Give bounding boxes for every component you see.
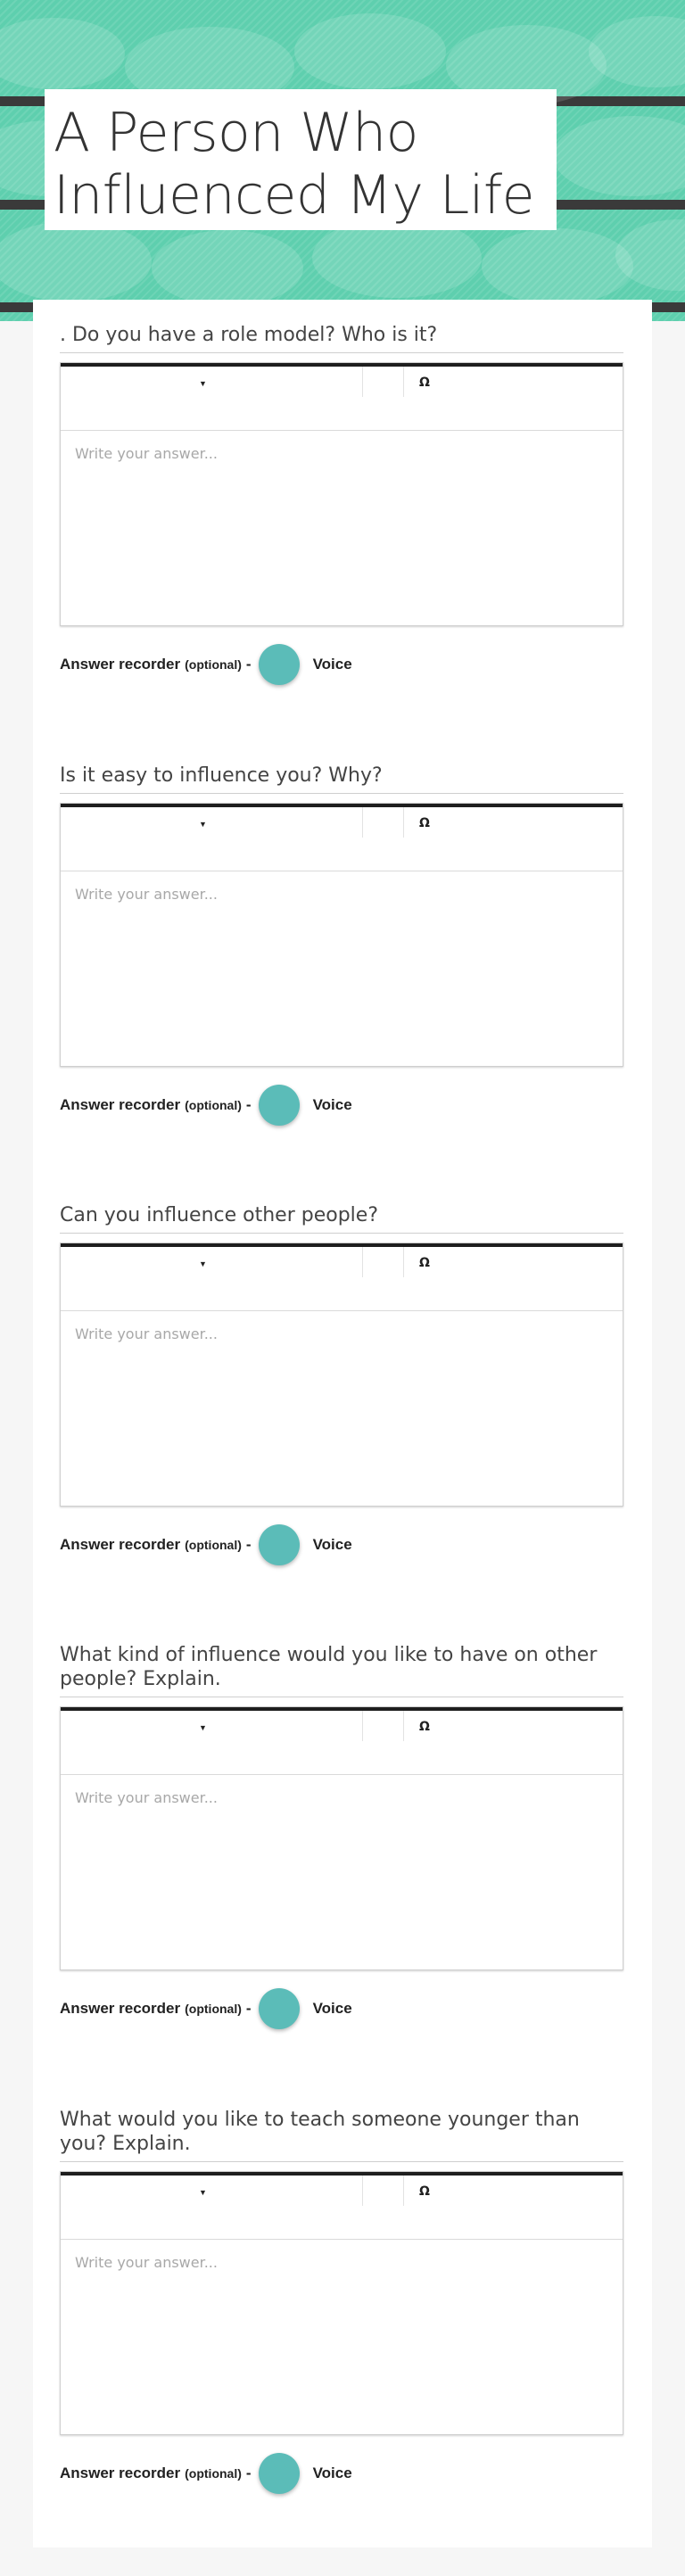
- special-character-icon[interactable]: Ω: [419, 816, 430, 830]
- answer-input[interactable]: [61, 1775, 623, 1969]
- answer-input[interactable]: [61, 1311, 623, 1506]
- record-voice-button[interactable]: [259, 1524, 300, 1565]
- record-voice-button[interactable]: [259, 2453, 300, 2494]
- editor-toolbar: [61, 1243, 623, 1311]
- question-text: . Do you have a role model? Who is it?: [60, 323, 623, 353]
- recorder-dash: -: [245, 2465, 252, 2481]
- toolbar-divider: [362, 2176, 363, 2206]
- special-character-icon[interactable]: Ω: [419, 376, 430, 390]
- editor-toolbar: [61, 2172, 623, 2240]
- toolbar-divider: [362, 367, 363, 397]
- question-text: What kind of influence would you like to have on other people? Explain.: [60, 1643, 623, 1697]
- worksheet-card: [33, 300, 652, 2547]
- recorder-dash: -: [245, 656, 252, 673]
- question-block: [60, 323, 623, 687]
- recorder-label: Answer recorder: [60, 1096, 181, 1113]
- question-text: Is it easy to influence you? Why?: [60, 764, 623, 794]
- page-title: A Person Who Influenced My Life: [54, 102, 535, 227]
- recorder-label: Answer recorder: [60, 2000, 181, 2017]
- recorder-label: Answer recorder: [60, 2465, 181, 2481]
- answer-input[interactable]: [61, 431, 623, 625]
- recorder-optional: (optional): [185, 1098, 242, 1112]
- answer-input[interactable]: [61, 2240, 623, 2434]
- recorder-dash: -: [245, 1536, 252, 1553]
- toolbar-divider: [403, 367, 404, 397]
- record-voice-button[interactable]: [259, 644, 300, 685]
- voice-label: Voice: [312, 1536, 352, 1553]
- answer-editor: [60, 803, 623, 1067]
- special-character-icon[interactable]: Ω: [419, 2184, 430, 2199]
- voice-label: Voice: [312, 2465, 352, 2481]
- question-block: [60, 764, 623, 1127]
- recorder-optional: (optional): [185, 2466, 242, 2481]
- question-block: [60, 1643, 623, 2031]
- question-block: [60, 1203, 623, 1567]
- toolbar-divider: [362, 1711, 363, 1741]
- recorder-optional: (optional): [185, 1538, 242, 1552]
- toolbar-divider: [362, 807, 363, 838]
- answer-recorder: [60, 642, 623, 687]
- answer-editor: [60, 2171, 623, 2435]
- recorder-dash: -: [245, 2000, 252, 2017]
- question-text: Can you influence other people?: [60, 1203, 623, 1234]
- format-dropdown-caret-icon[interactable]: ▼: [199, 1259, 207, 1268]
- special-character-icon[interactable]: Ω: [419, 1256, 430, 1270]
- voice-label: Voice: [312, 2000, 352, 2017]
- recorder-label: Answer recorder: [60, 656, 181, 673]
- recorder-optional: (optional): [185, 657, 242, 672]
- record-voice-button[interactable]: [259, 1085, 300, 1126]
- title-box: [45, 89, 557, 230]
- editor-toolbar: [61, 804, 623, 871]
- toolbar-divider: [403, 1711, 404, 1741]
- toolbar-divider: [362, 1247, 363, 1277]
- format-dropdown-caret-icon[interactable]: ▼: [199, 1723, 207, 1732]
- question-text: What would you like to teach someone younger than you? Explain.: [60, 2108, 623, 2162]
- toolbar-divider: [403, 807, 404, 838]
- recorder-dash: -: [245, 1096, 252, 1113]
- voice-label: Voice: [312, 656, 352, 673]
- format-dropdown-caret-icon[interactable]: ▼: [199, 379, 207, 388]
- special-character-icon[interactable]: Ω: [419, 1720, 430, 1734]
- toolbar-divider: [403, 1247, 404, 1277]
- answer-recorder: [60, 1986, 623, 2031]
- header-banner: [0, 0, 685, 321]
- question-block: [60, 2108, 623, 2496]
- answer-recorder: [60, 2451, 623, 2496]
- recorder-label: Answer recorder: [60, 1536, 181, 1553]
- toolbar-divider: [403, 2176, 404, 2206]
- cloud-pattern: [0, 9, 685, 62]
- answer-recorder: [60, 1083, 623, 1127]
- format-dropdown-caret-icon[interactable]: ▼: [199, 820, 207, 829]
- voice-label: Voice: [312, 1096, 352, 1113]
- answer-editor: [60, 362, 623, 626]
- answer-recorder: [60, 1523, 623, 1567]
- answer-editor: [60, 1706, 623, 1970]
- answer-editor: [60, 1243, 623, 1507]
- format-dropdown-caret-icon[interactable]: ▼: [199, 2188, 207, 2197]
- record-voice-button[interactable]: [259, 1988, 300, 2029]
- editor-toolbar: [61, 363, 623, 431]
- answer-input[interactable]: [61, 871, 623, 1066]
- recorder-optional: (optional): [185, 2002, 242, 2016]
- editor-toolbar: [61, 1707, 623, 1775]
